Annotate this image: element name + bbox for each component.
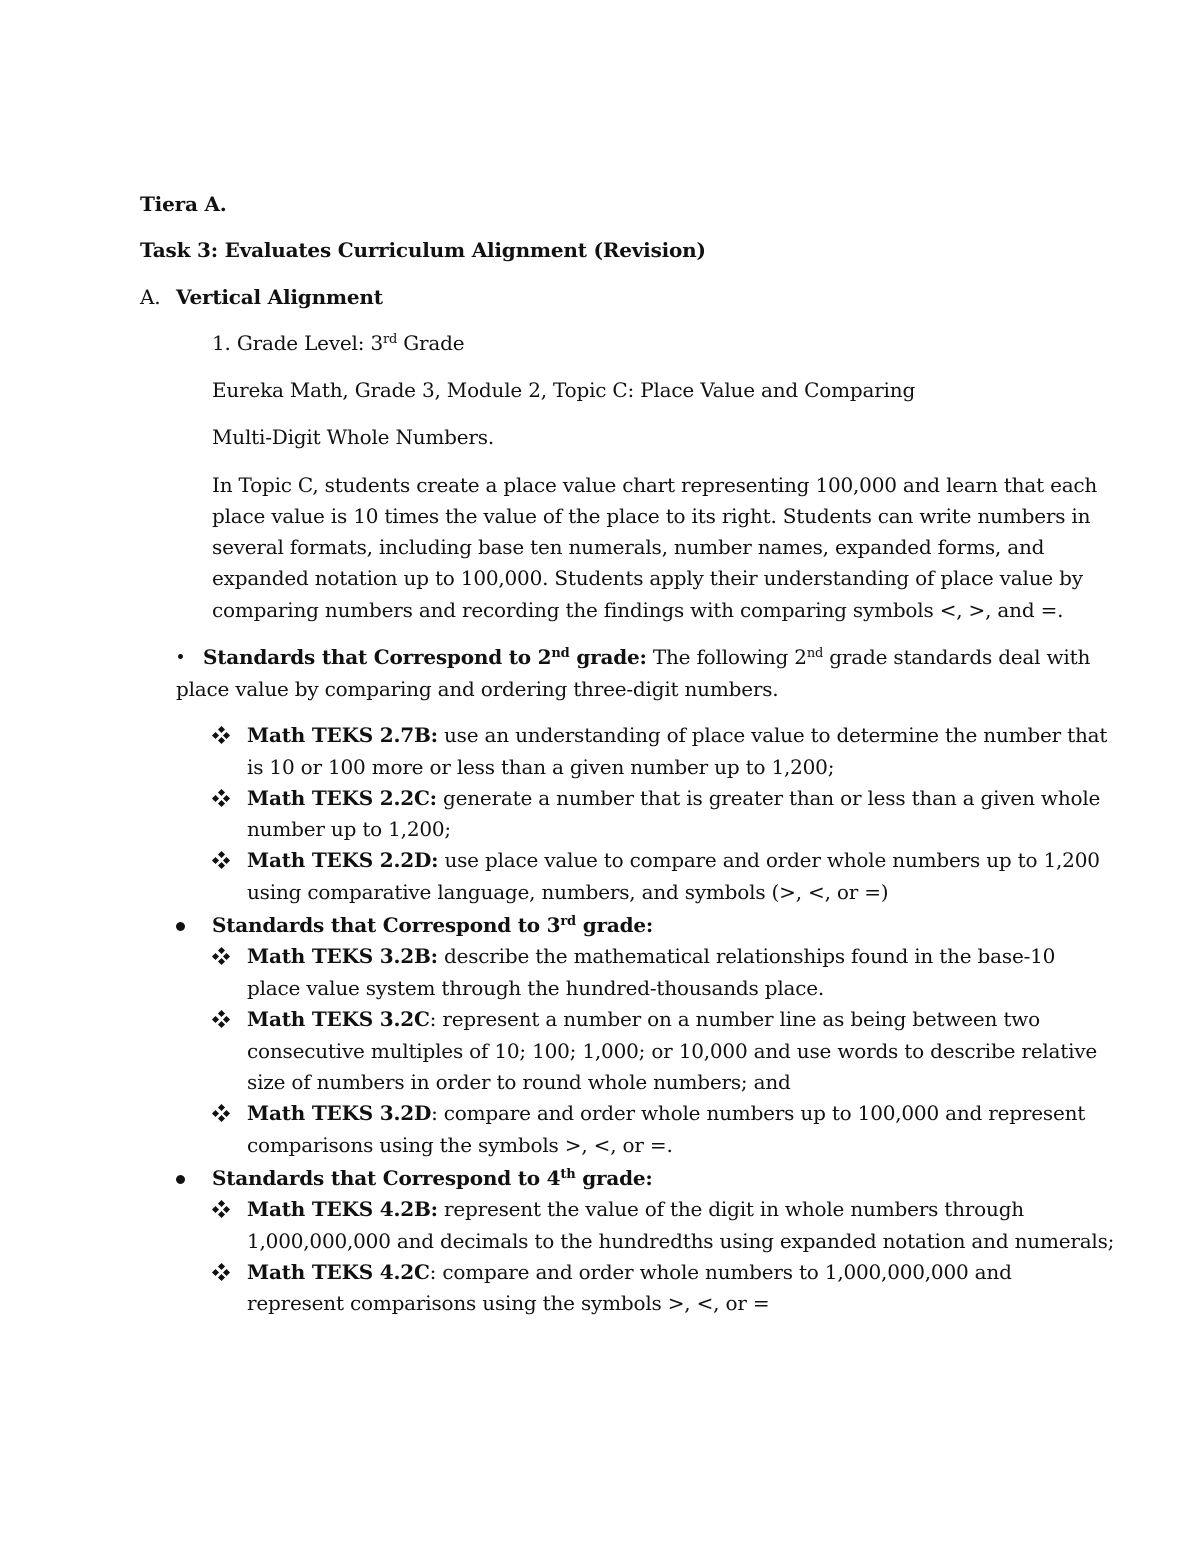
topic-line-2: Multi-Digit Whole Numbers.	[212, 425, 495, 449]
teks-2-2d: Math TEKS 2.2D: use place value to compare and order whole numbers up to 1,200	[247, 848, 1100, 872]
teks-4-2c-cont: represent comparisons using the symbols >, <, or =	[247, 1291, 770, 1315]
grade3-heading: Standards that Correspond to 3rd grade:	[212, 913, 654, 937]
bullet-icon	[178, 654, 183, 659]
teks-2-2c-cont: number up to 1,200;	[247, 817, 451, 841]
diamond-bullet-icon	[213, 1011, 229, 1027]
diamond-bullet-icon	[213, 1105, 229, 1121]
grade-level-line: 1. Grade Level: 3rd Grade	[212, 331, 465, 355]
diamond-bullet-icon	[213, 727, 229, 743]
teks-3-2c: Math TEKS 3.2C: represent a number on a number line as being between two	[247, 1007, 1040, 1031]
diamond-bullet-icon	[213, 852, 229, 868]
teks-2-7b: Math TEKS 2.7B: use an understanding of place value to determine the number that	[247, 723, 1108, 747]
teks-3-2d-cont: comparisons using the symbols >, <, or =.	[247, 1133, 673, 1157]
topic-line-1: Eureka Math, Grade 3, Module 2, Topic C: Place Value and Comparing	[212, 378, 916, 402]
teks-4-2b-cont: 1,000,000,000 and decimals to the hundredths using expanded notation and numerals;	[247, 1229, 1115, 1253]
summary-line-4: expanded notation up to 100,000. Students apply their understanding of place value by	[212, 566, 1083, 590]
diamond-bullet-icon	[213, 948, 229, 964]
teks-3-2b: Math TEKS 3.2B: describe the mathematical relationships found in the base-10	[247, 944, 1056, 968]
teks-3-2b-cont: place value system through the hundred-thousands place.	[247, 976, 825, 1000]
grade2-heading: Standards that Correspond to 2nd grade: The following 2nd grade standards deal with	[203, 645, 1091, 669]
teks-3-2d: Math TEKS 3.2D: compare and order whole numbers up to 100,000 and represent	[247, 1101, 1086, 1125]
summary-line-1: In Topic C, students create a place value chart representing 100,000 and learn that each	[212, 473, 1098, 497]
bullet-icon	[176, 1175, 185, 1184]
diamond-bullet-icon	[213, 1264, 229, 1280]
section-heading: A.	[140, 285, 161, 309]
teks-4-2b: Math TEKS 4.2B: represent the value of the digit in whole numbers through	[247, 1197, 1024, 1221]
grade2-intro-line-2: place value by comparing and ordering three-digit numbers.	[176, 677, 779, 701]
teks-3-2c-cont: consecutive multiples of 10; 100; 1,000; or 10,000 and use words to describe relative	[247, 1039, 1098, 1063]
diamond-bullet-icon	[213, 790, 229, 806]
section-heading-text: Vertical Alignment	[176, 285, 383, 309]
document-title: Task 3: Evaluates Curriculum Alignment (Revision)	[140, 238, 706, 262]
diamond-bullet-icon	[213, 1201, 229, 1217]
teks-2-2d-cont: using comparative language, numbers, and symbols (>, <, or =)	[247, 880, 889, 904]
grade4-heading: Standards that Correspond to 4th grade:	[212, 1166, 653, 1190]
teks-3-2c-cont-2: size of numbers in order to round whole numbers; and	[247, 1070, 791, 1094]
bullet-icon	[176, 922, 185, 931]
summary-line-5: comparing numbers and recording the findings with comparing symbols <, >, and =.	[212, 598, 1064, 622]
author-name: Tiera A.	[140, 192, 227, 216]
teks-4-2c: Math TEKS 4.2C: compare and order whole numbers to 1,000,000,000 and	[247, 1260, 1012, 1284]
summary-line-2: place value is 10 times the value of the place to its right. Students can write numbers in	[212, 504, 1091, 528]
teks-2-7b-cont: is 10 or 100 more or less than a given number up to 1,200;	[247, 755, 835, 779]
teks-2-2c: Math TEKS 2.2C: generate a number that is greater than or less than a given whole	[247, 786, 1101, 810]
summary-line-3: several formats, including base ten numerals, number names, expanded forms, and	[212, 535, 1045, 559]
